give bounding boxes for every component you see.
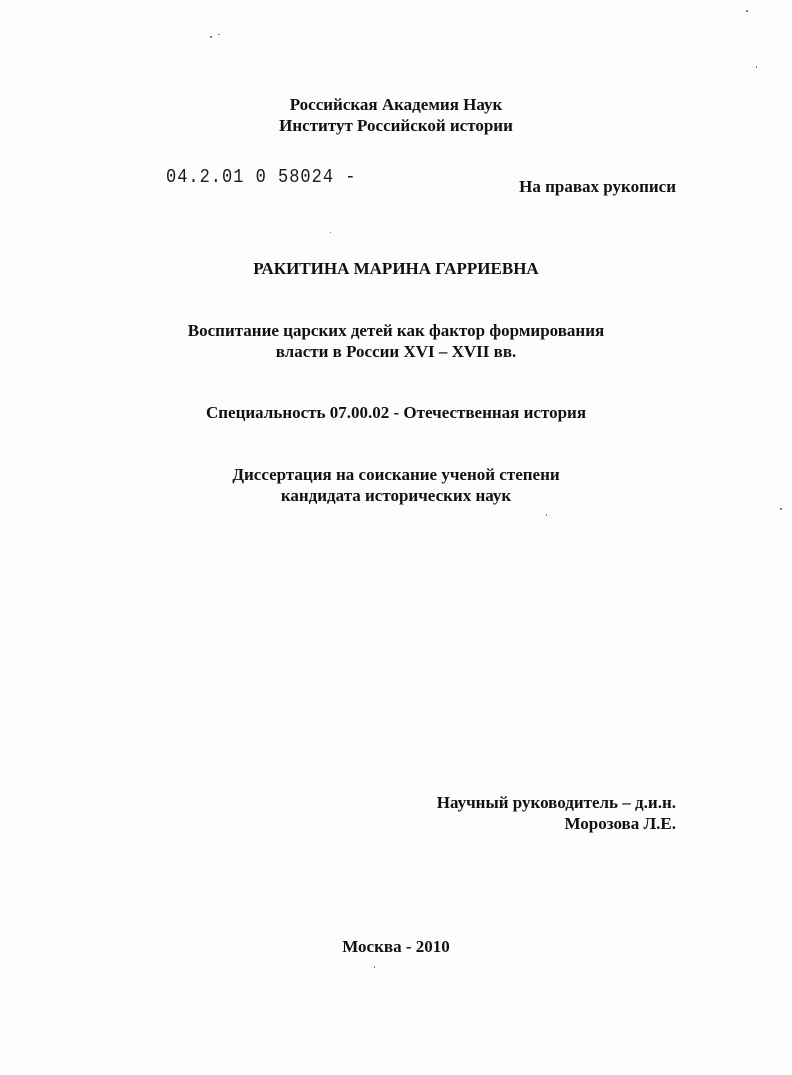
supervisor-name: Морозова Л.Е.	[564, 814, 676, 833]
scan-speck	[546, 514, 547, 516]
archive-stamp-number: 04.2.01 0 58024 -	[166, 167, 357, 189]
scan-speck	[218, 34, 220, 35]
scan-speck	[780, 508, 782, 510]
scan-speck	[374, 966, 375, 968]
scan-speck	[210, 36, 212, 38]
scan-speck	[756, 66, 757, 68]
supervisor-role: Научный руководитель – д.и.н.	[436, 793, 676, 812]
place-and-year: Москва - 2010	[342, 937, 450, 956]
degree-line-1: Диссертация на соискание ученой степени	[232, 465, 560, 484]
academy-name: Российская Академия Наук	[289, 95, 503, 114]
scan-speck	[746, 10, 748, 12]
specialty-line: Специальность 07.00.02 - Отечественная история	[205, 403, 587, 422]
scan-speck	[330, 232, 331, 233]
author-name: РАКИТИНА МАРИНА ГАРРИЕВНА	[253, 259, 539, 278]
degree-line-2: кандидата исторических наук	[280, 486, 512, 505]
institute-name: Институт Российской истории	[279, 116, 513, 135]
dissertation-title-line-1: Воспитание царских детей как фактор формирования	[187, 321, 605, 340]
dissertation-title-line-2: власти в России XVI – XVII вв.	[275, 342, 517, 361]
manuscript-rights-note: На правах рукописи	[519, 177, 676, 196]
